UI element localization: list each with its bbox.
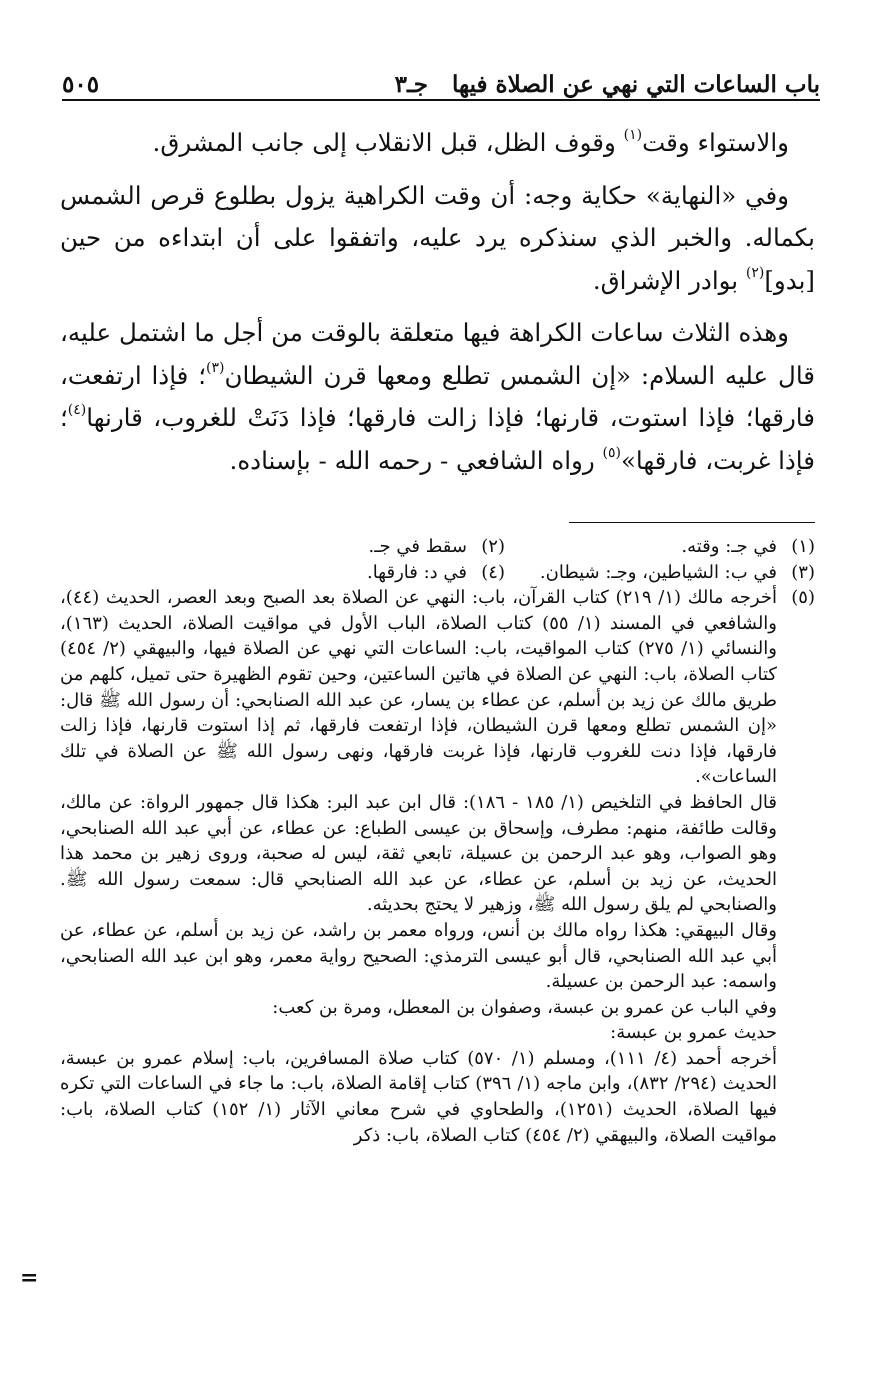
footnote-4 xyxy=(195,560,505,586)
footnote-paragraph: وقال البيهقي: هكذا رواه مالك بن أنس، ورواه معمر بن راشد، عن زيد بن أسلم، عن عطاء، عن أبي عبد الله الصنابحي، قال أبو عيسى الترمذي: الصحيح رواية معمر، وهو ابن عبد الله الصنابحي، واسمه: عبد الرحمن بن عسيلة. xyxy=(60,919,777,993)
footnote-text: في جـ: وقته. xyxy=(681,536,777,557)
paragraph-1 xyxy=(60,122,815,165)
footnote-5 xyxy=(60,585,815,1148)
footnote-number: (٤) xyxy=(481,561,505,583)
footnote-5-body xyxy=(60,585,777,1148)
p3-text-c: ؛ فإذا غربت، فارقها» xyxy=(60,403,815,475)
paragraph-3 xyxy=(60,312,815,482)
footnotes xyxy=(60,534,815,1148)
footnote-2 xyxy=(195,534,505,560)
footnote-ref-5: (٥) xyxy=(602,444,621,461)
chapter-title: باب الساعات التي نهي عن الصلاة فيها xyxy=(452,71,820,98)
footnote-number: (٥) xyxy=(791,587,815,609)
footnote-row xyxy=(60,560,815,586)
p3-text-d: رواه الشافعي - رحمه الله - بإسناده. xyxy=(229,445,603,475)
footnote-paragraph: أخرجه مالك (١/ ٢١٩) كتاب القرآن، باب: النهي عن الصلاة بعد الصبح وبعد العصر، الحديث (٤٤)، والشافعي في المسند (١/ ٥٥) كتاب الصلاة، الباب الأول في مواقيت الصلاة، الحديث (١٦٣)، والنسائي (١/ ٢٧٥) كتاب المواقيت، باب: الساعات التي نهي عن الصلاة فيها، والبيهقي (٢/ ٤٥٤) كتاب الصلاة، باب: النهي عن الصلاة في هاتين الساعتين، وحين تقوم الظهيرة حتى تميل، كلهم من طريق مالك عن زيد بن أسلم، عن عطاء بن يسار، عن عبد الله الصنابحي: أن رسول الله ﷺ قال: «إن الشمس تطلع ومعها قرن الشيطان، فإذا ارتفعت فارقها، ثم إذا استوت قارنها، فإذا زالت فارقها، فإذا دنت للغروب قارنها، فإذا غربت فارقها، ونهى رسول الله ﷺ عن الصلاة في تلك الساعات». xyxy=(60,587,777,788)
footnote-ref-2: (٢) xyxy=(745,264,765,281)
page-number: ٥٠٥ xyxy=(62,71,100,98)
p1-text-b: وقوف الظل، قبل الانقلاب إلى جانب المشرق. xyxy=(152,128,624,157)
footnote-text: سقط في جـ. xyxy=(368,536,467,557)
footnote-row xyxy=(60,534,815,560)
footnote-number: (٢) xyxy=(481,536,505,557)
footnote-separator xyxy=(569,522,815,523)
footnote-1 xyxy=(505,534,815,560)
continuation-mark: = xyxy=(20,1265,39,1291)
footnote-ref-3: (٣) xyxy=(206,359,225,376)
footnote-ref-4: (٤) xyxy=(67,402,87,418)
footnote-number: (١) xyxy=(791,536,815,557)
page-header xyxy=(62,58,820,98)
footnote-text: في د: فارقها. xyxy=(366,561,467,583)
footnote-ref-1: (١) xyxy=(623,127,643,143)
p3-text-b: ؛ فإذا ارتفعت، فارقها؛ فإذا استوت، قارنها؛ فإذا زالت فارقها؛ فإذا دَنَتْ للغروب، قارنها xyxy=(60,360,815,432)
paragraph-2 xyxy=(60,175,815,303)
main-text xyxy=(60,122,815,492)
volume-label: جـ٣ xyxy=(394,71,428,98)
running-title xyxy=(395,71,820,98)
footnote-text: في ب: الشياطين، وجـ: شيطان. xyxy=(539,561,777,583)
footnote-paragraph: حديث عمرو بن عبسة: xyxy=(610,1022,777,1044)
p3-text-a: وهذه الثلاث ساعات الكراهة فيها متعلقة بالوقت من أجل ما اشتمل عليه، قال عليه السلام: «إن الشمس تطلع ومعها قرن الشيطان xyxy=(60,318,815,390)
footnote-paragraph: أخرجه أحمد (٤/ ١١١)، ومسلم (١/ ٥٧٠) كتاب صلاة المسافرين، باب: إسلام عمرو بن عبسة، الحديث (٢٩٤/ ٨٣٢)، وابن ماجه (١/ ٣٩٦) كتاب إقامة الصلاة، باب: ما جاء في الساعات التي تكره فيها الصلاة، الحديث (١٢٥١)، والطحاوي في شرح معاني الآثار (١/ ١٥٢) كتاب الصلاة، باب: مواقيت الصلاة، والبيهقي (٢/ ٤٥٤) كتاب الصلاة، باب: ذكر xyxy=(60,1047,777,1146)
footnote-3 xyxy=(505,560,815,586)
header-rule xyxy=(62,99,820,101)
footnote-paragraph: وفي الباب عن عمرو بن عبسة، وصفوان بن المعطل، ومرة بن كعب: xyxy=(272,996,777,1018)
p1-text-a: والاستواء وقت xyxy=(642,128,789,157)
footnote-number: (٣) xyxy=(791,561,815,583)
p2-text-b: بوادر الإشراق. xyxy=(592,265,746,295)
p2-text-a: وفي «النهاية» حكاية وجه: أن وقت الكراهية يزول بطلوع قرص الشمس بكماله. والخبر الذي سنذكره يرد عليه، واتفقوا على أن ابتداءه من حين [بدو] xyxy=(60,180,815,295)
footnote-paragraph: قال الحافظ في التلخيص (١/ ١٨٥ - ١٨٦): قال ابن عبد البر: هكذا قال جمهور الرواة: عن مالك، وقالت طائفة، منهم: مطرف، وإسحاق بن عيسى الطباع: عن عطاء، عن أبي عبد الله الصنابحي، وهو الصواب، وهو عبد الرحمن بن عسيلة، تابعي ثقة، ليس له صحبة، وروى زهير بن محمد هذا الحديث، عن زيد بن أسلم، عن عطاء، عن عبد الله الصنابحي قال: سمعت رسول الله ﷺ. والصنابحي لم يلق رسول الله ﷺ، وزهير لا يحتج بحديثه. xyxy=(60,791,777,916)
